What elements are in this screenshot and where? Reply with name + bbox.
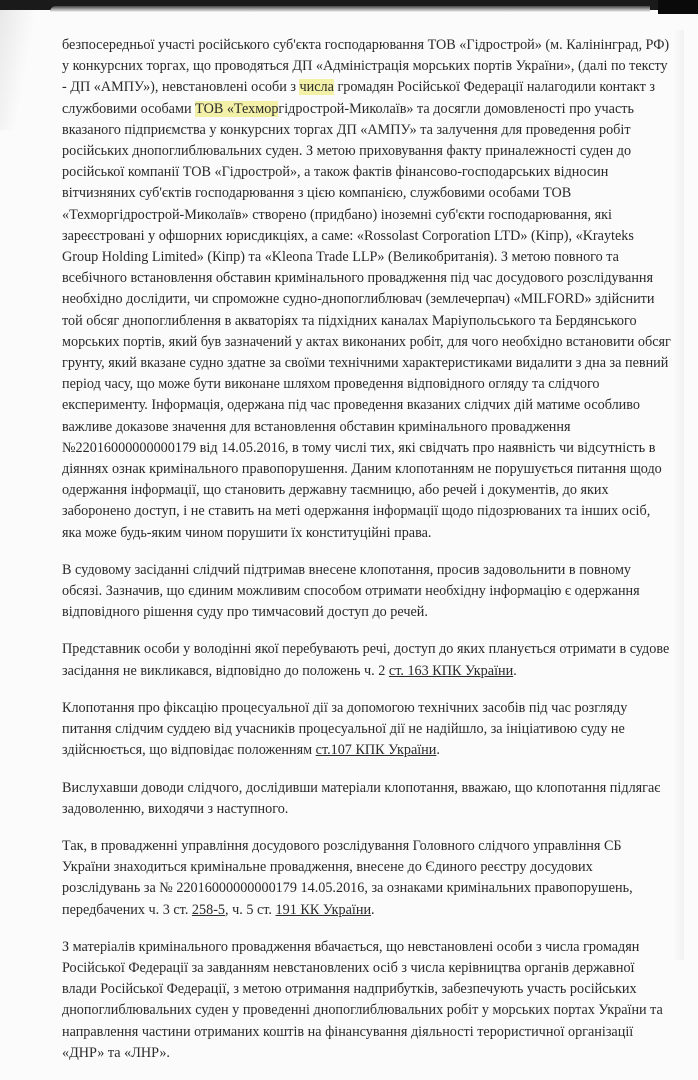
scan-page-edge <box>50 6 650 12</box>
scan-corner-shadow <box>658 0 698 14</box>
paragraph-1: безпосередньої участі російського суб'єкта господарювання ТОВ «Гідрострой» (м. Калінінград, РФ) у конкурсних торгах, що проводяться ДП «Адміністрація морських портів України», (далі по тексту - ДП «АМПУ»), невстановлені особи з числа громадян Російської Федерації налагодили контакт з службовими особами ТОВ «Техморгідрострой-Миколаїв» та досягли домовленості про участь вказаного підприємства у конкурсних торгах ДП «АМПУ» та залучення для проведення робіт російських днопоглиблювальних суден. З метою приховування факту приналежності суден до російської компанії ТОВ «Гідрострой», а також фактів фінансово-господарських відносин вітчизняних суб'єктів господарювання з цією компанією, службовими особами ТОВ «Техморгідрострой-Миколаїв» створено (придбано) іноземні суб'єкти господарювання, які зареєстровані у офшорних юрисдикціях, а саме: «Rossolast Corporation LTD» (Кіпр), «Krayteks Group Holding Limited» (Кіпр) та «Kleona Trade LLP» (Великобританія). З метою повного та всебічного встановлення обставин кримінального провадження під час досудового розслідування необхідно дослідити, чи спроможне судно-днопоглиблювач (землечерпач) «MILFORD» здійснити той обсяг днопоглиблення в акваторіях та підхідних каналах Маріупольського та Бердянського морських портів, який був зазначений у актах виконаних робіт, для чого необхідно встановити обсяг грунту, який вказане судно здатне за своїми технічними характеристиками видалити з дна за певний період часу, що може бути виконане шляхом проведення відповідного огляду та слідчого експерименту. Інформація, одержана під час проведення вказаних слідчих дій матиме особливо важливе доказове значення для встановлення обставин кримінального провадження №22016000000000179 від 14.05.2016, в тому числі тих, які свідчать про наявність чи відсутність в діяннях ознак кримінального правопорушення. Даним клопотанням не порушується питання щодо одержання інформації, що становить державну таємницю, або речей і документів, до яких заборонено доступ, і не ставить на меті одержання інформації щодо підозрюваних та інших осіб, яка може будь-яким чином порушити їх конституційні права. <box>62 37 671 541</box>
law-link[interactable]: 191 КК України <box>275 901 372 918</box>
highlighted-text: числа <box>299 79 334 96</box>
paragraph-4: Клопотання про фіксацію процесуальної дії за допомогою технічних засобів під час розгляду питання слідчим суддею від учасників процесуальної дії не надійшло, за ініціативою суду не здійснюється, що відповідає положенням ст.107 КПК України. <box>62 699 628 759</box>
document-page <box>62 35 672 1080</box>
paragraph-7: З матеріалів кримінального провадження вбачається, що невстановлені особи з числа громадян Російської Федерації за завданням невстановлених осіб з числа керівництва органів державної влади Російської Федерації, з метою отримання надприбутків, забезпечують участь російських днопоглиблювальних суден у проведенні днопоглиблювальних робіт у морських портах України та направлення частини отриманих коштів на фінансування діяльності терористичної організації «ДНР» та «ЛНР». <box>62 938 663 1061</box>
scan-page-fold <box>0 10 40 130</box>
paragraph-6: Так, в провадженні управління досудового розслідування Головного слідчого управління СБ України знаходиться кримінальне провадження, внесене до Єдиного реєстру досудових розслідувань за № 22016000000000179 14.05.2016, за ознаками кримінальних правопорушень, передбачених ч. 3 ст. 258-5, ч. 5 ст. 191 КК України. <box>62 837 633 918</box>
highlighted-text: ТОВ «Техмор <box>195 100 279 117</box>
law-link[interactable]: 258-5 <box>191 901 226 918</box>
law-link[interactable]: ст.107 КПК України <box>315 742 437 759</box>
paragraph-3: Представник особи у володінні якої перебувають речі, доступ до яких планується отримати в судове засідання не викликався, відповідно до положень ч. 2 ст. 163 КПК України. <box>62 641 670 679</box>
paragraph-2: В судовому засіданні слідчий підтримав внесене клопотання, просив задовольнити в повному обсязі. Зазначив, що єдиним можливим способом отримати необхідну інформацію є одержання відповідного рішення суду про тимчасовий доступ до речей. <box>62 561 640 621</box>
scan-right-edge <box>674 30 684 960</box>
paragraph-5: Вислухавши доводи слідчого, дослідивши матеріали клопотання, вважаю, що клопотання підлягає задоволенню, виходячи з наступного. <box>62 779 661 817</box>
law-link[interactable]: ст. 163 КПК України <box>388 662 514 679</box>
